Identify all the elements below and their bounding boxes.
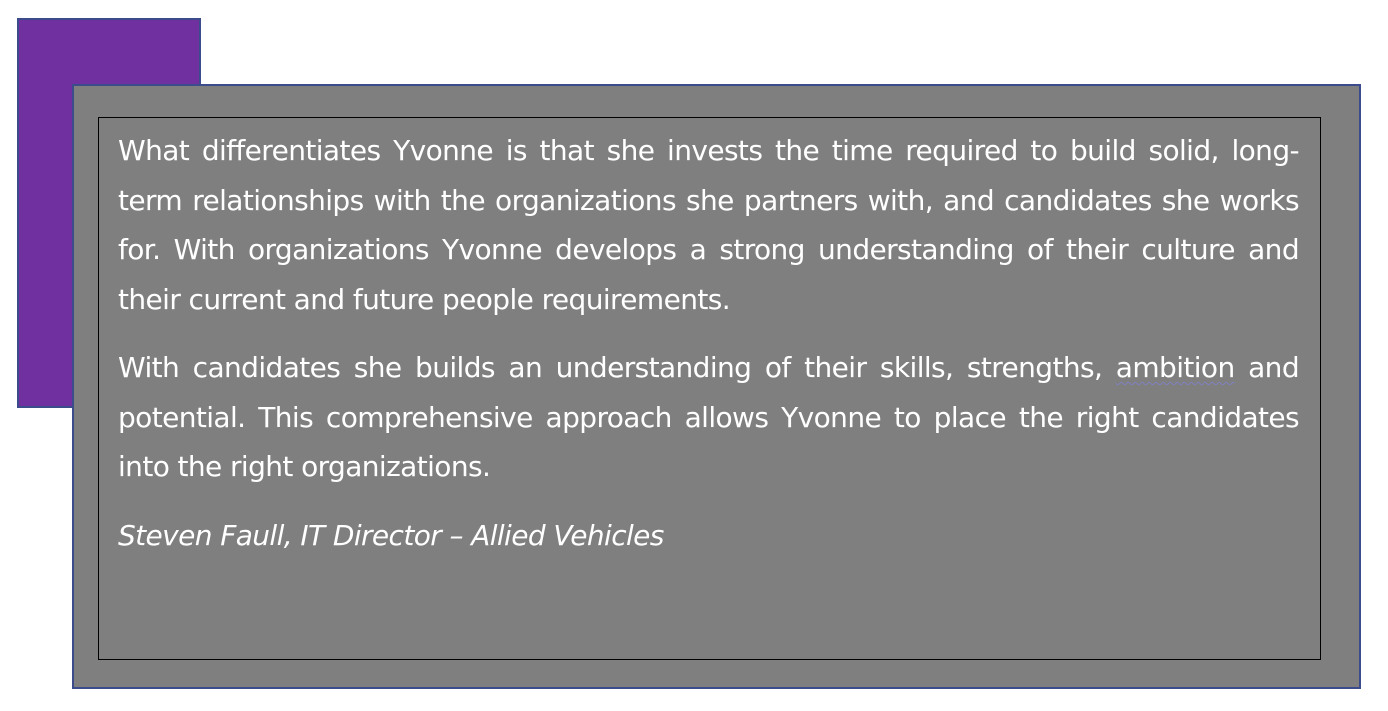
testimonial-content bbox=[118, 126, 1299, 560]
paragraph-2-text-end: and potential. This comprehensive approach allows Yvonne to place the right candidates into the right organizations. bbox=[118, 351, 1299, 483]
testimonial-signature: Steven Faull, IT Director – Allied Vehicles bbox=[118, 518, 664, 552]
spellcheck-flagged-word[interactable]: ambition bbox=[1115, 351, 1235, 384]
testimonial-paragraph-1: What differentiates Yvonne is that she invests the time required to build solid, long-term relationships with the organizations she partners with, and candidates she works for. With organizations Yvonne develops a strong understanding of their culture and their current and future people requirements. bbox=[118, 134, 1299, 316]
paragraph-2-text-start: With candidates she builds an understanding of their skills, strengths, bbox=[118, 351, 1116, 384]
testimonial-paragraph-2 bbox=[118, 343, 1299, 492]
